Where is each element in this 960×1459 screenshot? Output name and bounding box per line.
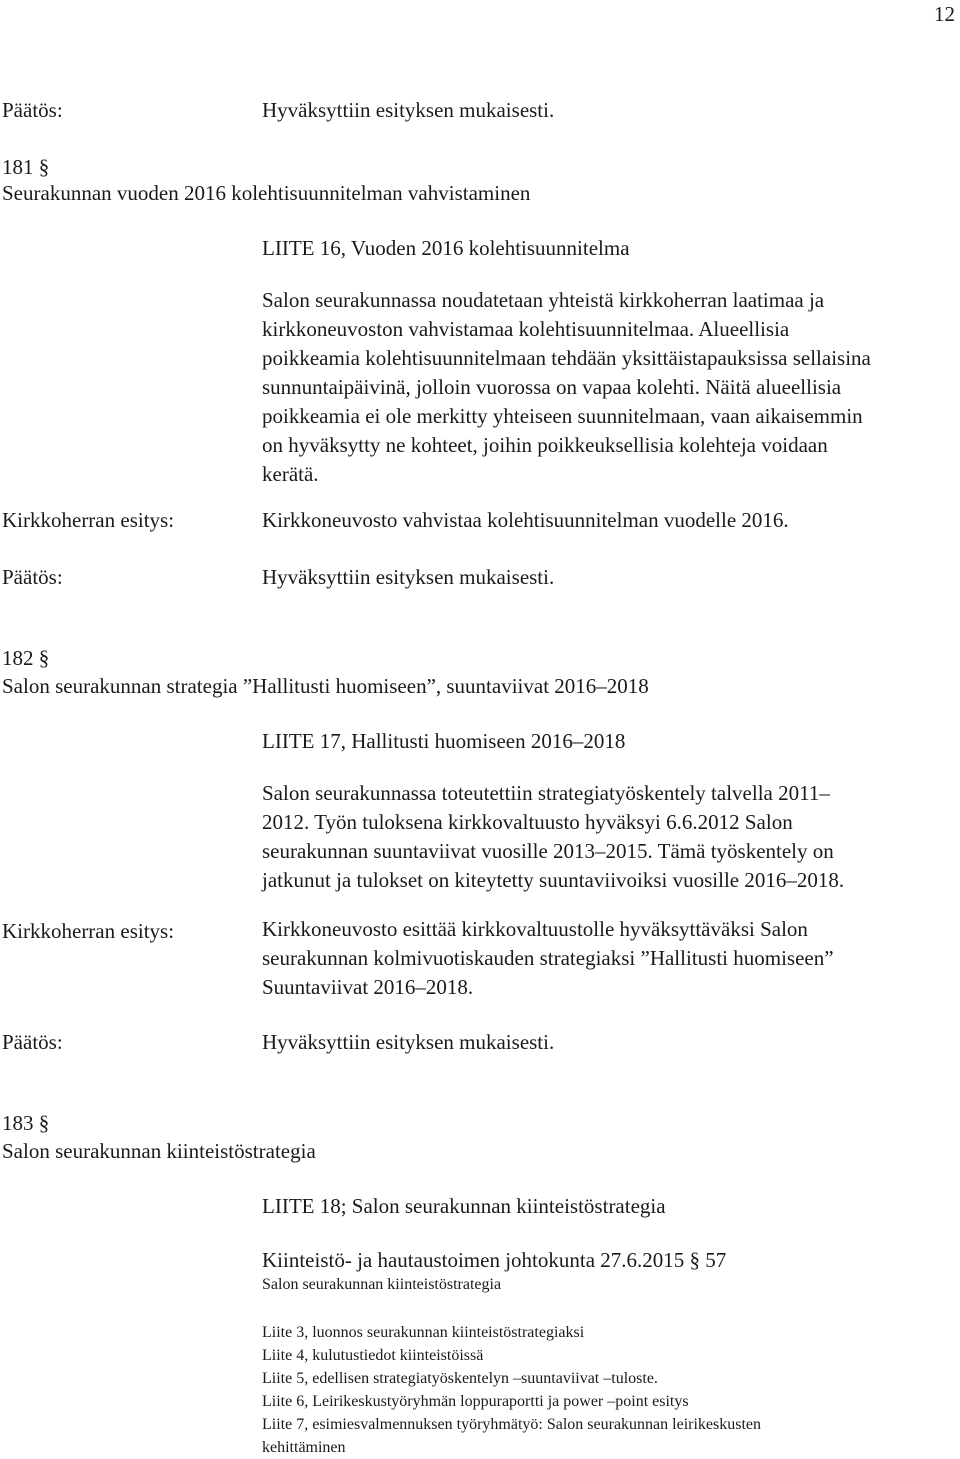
body-line: kerätä. — [262, 462, 319, 486]
annex-item: Liite 7, esimiesvalmennuksen työryhmätyö: Salon seurakunnan leirikeskusten — [262, 1416, 762, 1433]
proposal-text — [262, 915, 952, 1002]
body-line: Salon seurakunnassa noudatetaan yhteistä kirkkoherran laatimaa ja — [262, 288, 825, 312]
section-sign-icon: § — [38, 155, 50, 179]
annex-list — [262, 1321, 761, 1459]
attachment-ref: LIITE 18; Salon seurakunnan kiinteistöstrategia — [262, 1194, 666, 1218]
decision-label: Päätös: — [2, 1030, 63, 1054]
body-line: poikkeamia kolehtisuunnitelmaan tehdään yksittäistapauksissa sellaisina — [262, 346, 871, 370]
proposal-text: Kirkkoneuvosto vahvistaa kolehtisuunnitelman vuodelle 2016. — [262, 508, 789, 532]
board-subtitle: Salon seurakunnan kiinteistöstrategia — [262, 1276, 502, 1293]
body-line: poikkeamia ei ole merkitty yhteiseen suunnitelmaan, vaan aikaisemmin — [262, 404, 863, 428]
page-number: 12 — [934, 2, 955, 26]
body-line: on hyväksytty ne kohteet, joihin poikkeuksellisia kolehteja voidaan — [262, 433, 828, 457]
section-body — [262, 286, 952, 489]
attachment-ref: LIITE 17, Hallitusti huomiseen 2016–2018 — [262, 729, 626, 753]
board-reference: Kiinteistö- ja hautaustoimen johtokunta 27.6.2015 § 57 — [262, 1248, 727, 1272]
decision-text: Hyväksyttiin esityksen mukaisesti. — [262, 98, 555, 122]
decision-label: Päätös: — [2, 98, 63, 122]
section-number: 181 § — [2, 155, 50, 179]
section-title: Salon seurakunnan strategia ”Hallitusti huomiseen”, suuntaviivat 2016–2018 — [2, 674, 649, 698]
proposal-line: Kirkkoneuvosto esittää kirkkovaltuustolle hyväksyttäväksi Salon — [262, 917, 808, 941]
proposal-label: Kirkkoherran esitys: — [2, 508, 175, 532]
decision-text: Hyväksyttiin esityksen mukaisesti. — [262, 1030, 555, 1054]
section-sign-icon: § — [38, 646, 50, 670]
body-line: Salon seurakunnassa toteutettiin strategiatyöskentely talvella 2011– — [262, 781, 830, 805]
section-number: 183 § — [2, 1111, 50, 1135]
annex-item: Liite 5, edellisen strategiatyöskentelyn –suuntaviivat –tuloste. — [262, 1370, 658, 1387]
section-number: 182 § — [2, 646, 50, 670]
body-line: seurakunnan suuntaviivat vuosille 2013–2015. Tämä työskentely on — [262, 839, 834, 863]
section-body — [262, 779, 952, 895]
annex-item: Liite 4, kulutustiedot kiinteistöissä — [262, 1347, 484, 1364]
section-title: Salon seurakunnan kiinteistöstrategia — [2, 1139, 316, 1163]
decision-label: Päätös: — [2, 565, 63, 589]
proposal-line: Suuntaviivat 2016–2018. — [262, 975, 474, 999]
body-line: 2012. Työn tuloksena kirkkovaltuusto hyväksyi 6.6.2012 Salon — [262, 810, 793, 834]
annex-item: Liite 3, luonnos seurakunnan kiinteistöstrategiaksi — [262, 1324, 585, 1341]
proposal-line: seurakunnan kolmivuotiskauden strategiaksi ”Hallitusti huomiseen” — [262, 946, 834, 970]
body-line: jatkunut ja tulokset on kiteytetty suuntaviivoiksi vuosille 2016–2018. — [262, 868, 845, 892]
section-title: Seurakunnan vuoden 2016 kolehtisuunnitelman vahvistaminen — [2, 181, 531, 205]
annex-item: Liite 6, Leirikeskustyöryhmän loppuraportti ja power –point esitys — [262, 1393, 689, 1410]
section-sign-icon: § — [689, 1248, 701, 1272]
attachment-ref: LIITE 16, Vuoden 2016 kolehtisuunnitelma — [262, 236, 630, 260]
body-line: kirkkoneuvoston vahvistamaa kolehtisuunnitelmaa. Alueellisia — [262, 317, 790, 341]
body-line: sunnuntaipäivinä, jolloin vuorossa on vapaa kolehti. Näitä alueellisia — [262, 375, 842, 399]
decision-text: Hyväksyttiin esityksen mukaisesti. — [262, 565, 555, 589]
annex-item: kehittäminen — [262, 1439, 346, 1456]
section-sign-icon: § — [38, 1111, 50, 1135]
proposal-label: Kirkkoherran esitys: — [2, 919, 175, 943]
